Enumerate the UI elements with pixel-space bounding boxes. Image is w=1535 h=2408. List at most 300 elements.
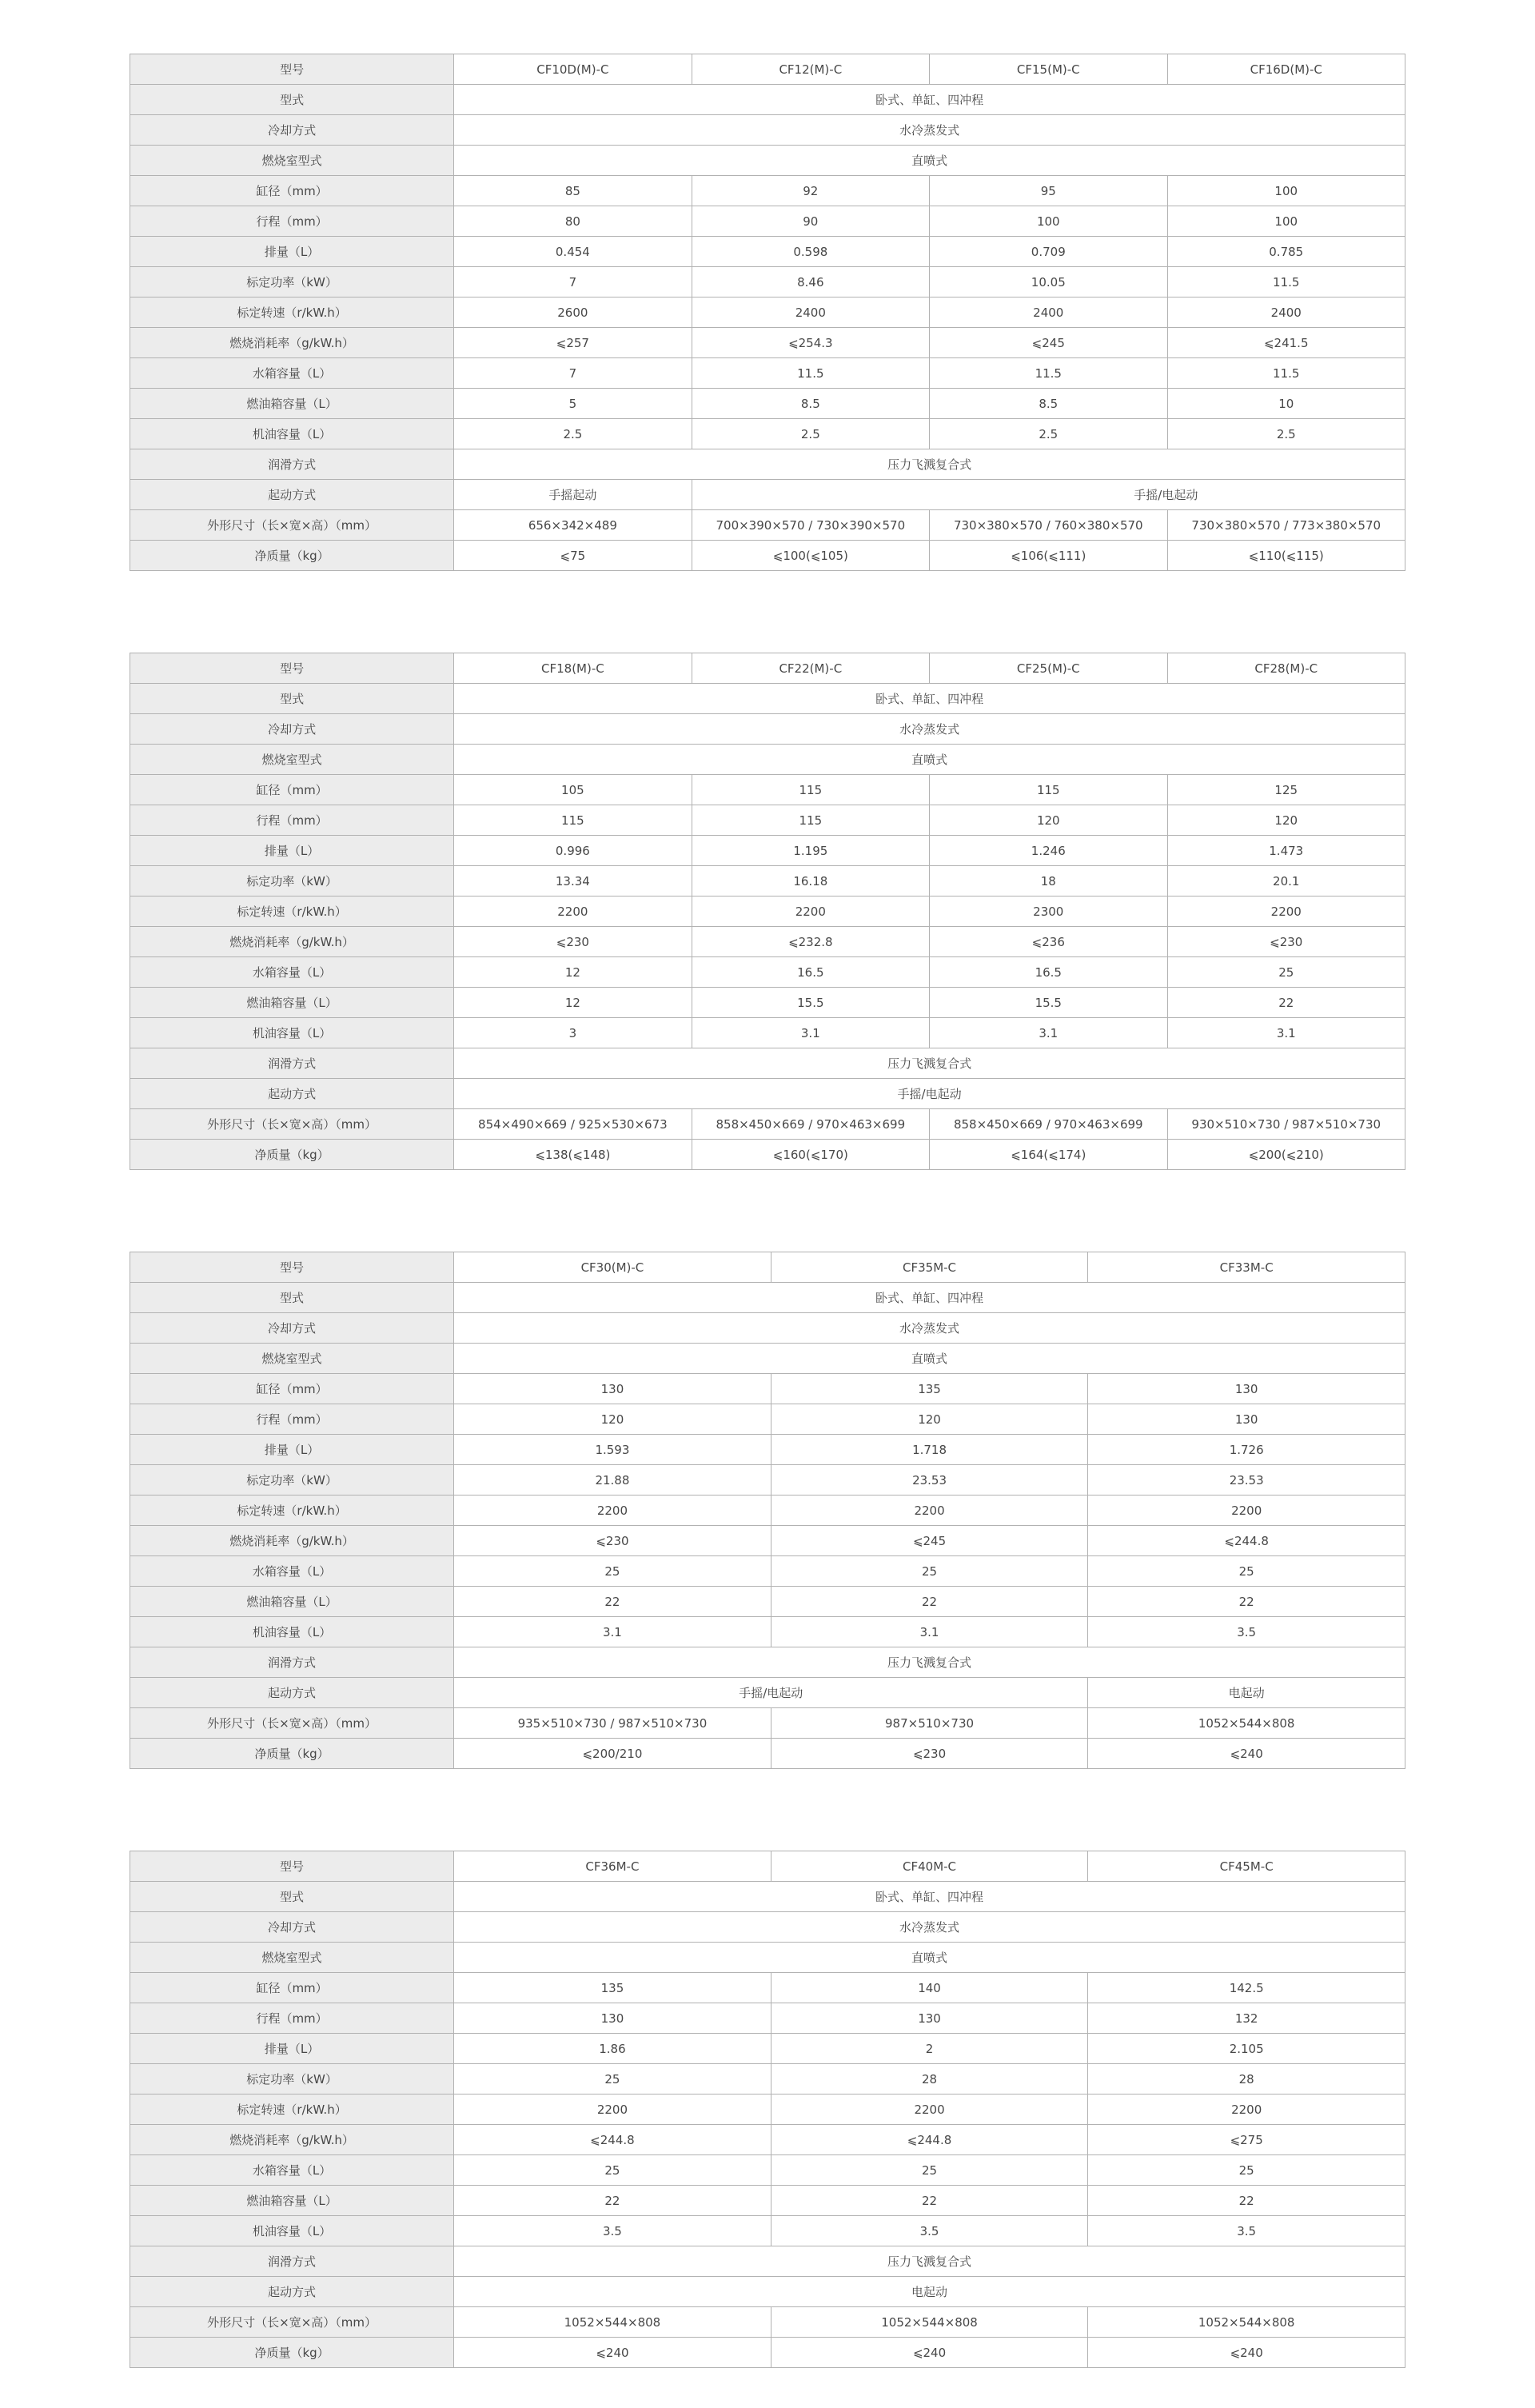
spec-value-cell: 23.53 (1088, 1465, 1405, 1496)
spec-value-cell: 7 (454, 267, 692, 298)
spec-label-cell: 燃烧消耗率（g/kW.h） (130, 927, 454, 957)
spec-row (130, 1283, 1405, 1313)
spec-label-cell: 水箱容量（L） (130, 1556, 454, 1587)
model-name-cell: CF22(M)-C (692, 653, 929, 684)
spec-label-cell: 燃烧消耗率（g/kW.h） (130, 2125, 454, 2155)
model-name-cell: CF25(M)-C (930, 653, 1167, 684)
spec-value-cell: 2300 (930, 897, 1167, 927)
spec-value-cell: 手摇起动 (454, 480, 692, 510)
spec-label-cell: 水箱容量（L） (130, 358, 454, 389)
spec-value-cell: 1.86 (454, 2034, 771, 2064)
spec-label-cell: 燃烧室型式 (130, 1344, 454, 1374)
spec-value-cell: ⩽200(⩽210) (1167, 1140, 1405, 1170)
spec-value-cell: 11.5 (1167, 267, 1405, 298)
spec-row (130, 2186, 1405, 2216)
spec-row (130, 206, 1405, 237)
spec-span-cell: 直喷式 (454, 745, 1405, 775)
spec-value-cell: 90 (692, 206, 929, 237)
spec-row (130, 988, 1405, 1018)
spec-value-cell: ⩽230 (771, 1739, 1088, 1769)
spec-value-cell: 22 (771, 1587, 1088, 1617)
spec-value-cell: 930×510×730 / 987×510×730 (1167, 1109, 1405, 1140)
spec-value-cell: 105 (454, 775, 692, 805)
spec-value-cell: 8.5 (930, 389, 1167, 419)
spec-row (130, 745, 1405, 775)
spec-value-cell: 8.5 (692, 389, 929, 419)
spec-value-cell: 3.1 (930, 1018, 1167, 1048)
spec-span-cell: 压力飞溅复合式 (454, 1647, 1405, 1678)
spec-value-cell: 25 (771, 2155, 1088, 2186)
spec-span-cell: 卧式、单缸、四冲程 (454, 684, 1405, 714)
spec-label-cell: 型式 (130, 85, 454, 115)
spec-label-cell: 外形尺寸（长×宽×高）（mm） (130, 510, 454, 541)
spec-row (130, 957, 1405, 988)
spec-value-cell: 10.05 (930, 267, 1167, 298)
spec-span-cell: 卧式、单缸、四冲程 (454, 1882, 1405, 1912)
spec-row (130, 1465, 1405, 1496)
spec-value-cell: 120 (1167, 805, 1405, 836)
spec-row (130, 1435, 1405, 1465)
spec-value-cell: 2200 (771, 1496, 1088, 1526)
spec-row (130, 805, 1405, 836)
spec-value-cell: 8.46 (692, 267, 929, 298)
spec-value-cell: 13.34 (454, 866, 692, 897)
spec-value-cell: ⩽232.8 (692, 927, 929, 957)
spec-label-cell: 燃油箱容量（L） (130, 389, 454, 419)
spec-value-cell: 电起动 (1088, 1678, 1405, 1708)
spec-span-cell: 水冷蒸发式 (454, 1313, 1405, 1344)
spec-label-cell: 冷却方式 (130, 714, 454, 745)
spec-row (130, 541, 1405, 571)
model-name-cell: CF16D(M)-C (1167, 54, 1405, 85)
spec-value-cell: 15.5 (930, 988, 1167, 1018)
spec-label-cell: 水箱容量（L） (130, 957, 454, 988)
spec-value-cell: ⩽75 (454, 541, 692, 571)
spec-value-cell: ⩽200/210 (454, 1739, 771, 1769)
spec-label-cell: 冷却方式 (130, 1912, 454, 1943)
spec-label-cell: 外形尺寸（长×宽×高）（mm） (130, 1708, 454, 1739)
spec-value-cell: 10 (1167, 389, 1405, 419)
spec-row (130, 146, 1405, 176)
spec-value-cell: 135 (454, 1973, 771, 2003)
spec-label-cell: 冷却方式 (130, 115, 454, 146)
spec-value-cell: ⩽257 (454, 328, 692, 358)
spec-value-cell: 2200 (771, 2095, 1088, 2125)
spec-value-cell: ⩽244.8 (771, 2125, 1088, 2155)
spec-value-cell: 2200 (454, 1496, 771, 1526)
spec-value-cell: ⩽230 (454, 1526, 771, 1556)
spec-label-cell: 标定转速（r/kW.h） (130, 2095, 454, 2125)
spec-label-cell: 型式 (130, 684, 454, 714)
spec-value-cell: 2200 (454, 897, 692, 927)
spec-row (130, 1587, 1405, 1617)
spec-label-cell: 标定转速（r/kW.h） (130, 1496, 454, 1526)
spec-label-cell: 标定功率（kW） (130, 267, 454, 298)
spec-value-cell: 5 (454, 389, 692, 419)
spec-value-cell: 25 (454, 2155, 771, 2186)
spec-span-cell: 水冷蒸发式 (454, 1912, 1405, 1943)
spec-row (130, 1048, 1405, 1079)
spec-row (130, 2246, 1405, 2277)
spec-row (130, 1647, 1405, 1678)
spec-value-cell: 11.5 (930, 358, 1167, 389)
spec-row (130, 298, 1405, 328)
spec-table-2 (130, 653, 1405, 1170)
model-name-cell: CF33M-C (1088, 1252, 1405, 1283)
spec-value-cell: 1.726 (1088, 1435, 1405, 1465)
spec-value-cell: 16.18 (692, 866, 929, 897)
spec-value-cell: 11.5 (1167, 358, 1405, 389)
spec-value-cell: 3.1 (454, 1617, 771, 1647)
spec-row (130, 1404, 1405, 1435)
spec-label-cell: 缸径（mm） (130, 1973, 454, 2003)
spec-value-cell: 22 (1088, 1587, 1405, 1617)
spec-value-cell: 0.785 (1167, 237, 1405, 267)
spec-value-cell: 115 (692, 805, 929, 836)
spec-span-cell: 水冷蒸发式 (454, 714, 1405, 745)
spec-value-cell: 3.1 (1167, 1018, 1405, 1048)
spec-value-cell: 2400 (930, 298, 1167, 328)
spec-row (130, 480, 1405, 510)
spec-value-cell: 130 (454, 1374, 771, 1404)
spec-label-cell: 外形尺寸（长×宽×高）（mm） (130, 1109, 454, 1140)
spec-label-cell: 行程（mm） (130, 206, 454, 237)
spec-value-cell: 140 (771, 1973, 1088, 2003)
spec-label-cell: 润滑方式 (130, 2246, 454, 2277)
model-name-cell: CF45M-C (1088, 1851, 1405, 1882)
spec-value-cell: 730×380×570 / 760×380×570 (930, 510, 1167, 541)
spec-value-cell: 20.1 (1167, 866, 1405, 897)
model-name-cell: CF12(M)-C (692, 54, 929, 85)
spec-value-cell: 12 (454, 988, 692, 1018)
spec-value-cell: 0.454 (454, 237, 692, 267)
spec-row (130, 1374, 1405, 1404)
model-name-cell: CF36M-C (454, 1851, 771, 1882)
model-name-cell: CF18(M)-C (454, 653, 692, 684)
spec-value-cell: 2200 (1088, 2095, 1405, 2125)
spec-label-cell: 起动方式 (130, 480, 454, 510)
spec-value-cell: 22 (454, 2186, 771, 2216)
spec-span-cell: 卧式、单缸、四冲程 (454, 85, 1405, 115)
spec-value-cell: 700×390×570 / 730×390×570 (692, 510, 929, 541)
spec-value-cell: 3.1 (692, 1018, 929, 1048)
spec-value-cell: 3.5 (1088, 1617, 1405, 1647)
spec-row (130, 2064, 1405, 2095)
spec-row (130, 1313, 1405, 1344)
spec-value-cell: 1.593 (454, 1435, 771, 1465)
spec-row (130, 1973, 1405, 2003)
spec-row (130, 2277, 1405, 2307)
spec-value-cell: 2200 (454, 2095, 771, 2125)
spec-label-cell: 缸径（mm） (130, 775, 454, 805)
spec-value-cell: 858×450×669 / 970×463×699 (692, 1109, 929, 1140)
spec-value-cell: 15.5 (692, 988, 929, 1018)
spec-label-cell: 型号 (130, 54, 454, 85)
spec-label-cell: 排量（L） (130, 237, 454, 267)
spec-label-cell: 行程（mm） (130, 1404, 454, 1435)
spec-value-cell: 3.1 (771, 1617, 1088, 1647)
spec-label-cell: 水箱容量（L） (130, 2155, 454, 2186)
spec-row (130, 237, 1405, 267)
spec-value-cell: 120 (771, 1404, 1088, 1435)
spec-value-cell: 25 (454, 1556, 771, 1587)
spec-value-cell: ⩽254.3 (692, 328, 929, 358)
spec-row (130, 1678, 1405, 1708)
spec-value-cell: 80 (454, 206, 692, 237)
model-name-cell: CF40M-C (771, 1851, 1088, 1882)
spec-span-cell: 手摇/电起动 (454, 1678, 1088, 1708)
spec-value-cell: 2 (771, 2034, 1088, 2064)
spec-label-cell: 燃烧消耗率（g/kW.h） (130, 328, 454, 358)
spec-value-cell: 135 (771, 1374, 1088, 1404)
spec-row (130, 836, 1405, 866)
model-row (130, 1252, 1405, 1283)
spec-value-cell: 2400 (692, 298, 929, 328)
spec-row (130, 2216, 1405, 2246)
spec-table-3 (130, 1252, 1405, 1769)
spec-label-cell: 燃烧室型式 (130, 146, 454, 176)
spec-value-cell: 2.105 (1088, 2034, 1405, 2064)
spec-value-cell: 115 (930, 775, 1167, 805)
spec-row (130, 714, 1405, 745)
spec-span-cell: 直喷式 (454, 1344, 1405, 1374)
spec-value-cell: 1.473 (1167, 836, 1405, 866)
spec-table-1 (130, 54, 1405, 571)
spec-span-cell: 水冷蒸发式 (454, 115, 1405, 146)
spec-label-cell: 燃烧室型式 (130, 1943, 454, 1973)
spec-row (130, 1496, 1405, 1526)
spec-value-cell: 12 (454, 957, 692, 988)
spec-value-cell: 0.996 (454, 836, 692, 866)
spec-label-cell: 净质量（kg） (130, 1140, 454, 1170)
spec-value-cell: 1052×544×808 (1088, 2307, 1405, 2338)
spec-value-cell: 656×342×489 (454, 510, 692, 541)
spec-value-cell: 25 (1088, 1556, 1405, 1587)
spec-span-cell: 压力飞溅复合式 (454, 2246, 1405, 2277)
spec-row (130, 1943, 1405, 1973)
spec-row (130, 2125, 1405, 2155)
spec-value-cell: 16.5 (692, 957, 929, 988)
spec-label-cell: 净质量（kg） (130, 1739, 454, 1769)
spec-value-cell: 25 (1167, 957, 1405, 988)
spec-value-cell: 130 (1088, 1404, 1405, 1435)
spec-label-cell: 型号 (130, 653, 454, 684)
spec-row (130, 2095, 1405, 2125)
spec-value-cell: ⩽100(⩽105) (692, 541, 929, 571)
spec-row (130, 358, 1405, 389)
spec-value-cell: 0.598 (692, 237, 929, 267)
spec-value-cell: 2.5 (1167, 419, 1405, 449)
spec-span-cell: 压力飞溅复合式 (454, 449, 1405, 480)
spec-value-cell: 92 (692, 176, 929, 206)
spec-row (130, 1140, 1405, 1170)
spec-label-cell: 机油容量（L） (130, 1617, 454, 1647)
spec-value-cell: 95 (930, 176, 1167, 206)
spec-label-cell: 机油容量（L） (130, 1018, 454, 1048)
spec-label-cell: 燃油箱容量（L） (130, 988, 454, 1018)
spec-value-cell: 130 (1088, 1374, 1405, 1404)
spec-span-cell: 电起动 (454, 2277, 1405, 2307)
spec-value-cell: 11.5 (692, 358, 929, 389)
spec-row (130, 176, 1405, 206)
spec-label-cell: 标定功率（kW） (130, 2064, 454, 2095)
spec-span-cell: 卧式、单缸、四冲程 (454, 1283, 1405, 1313)
spec-value-cell: 2.5 (454, 419, 692, 449)
spec-value-cell: 3.5 (771, 2216, 1088, 2246)
spec-value-cell: 935×510×730 / 987×510×730 (454, 1708, 771, 1739)
spec-span-cell: 手摇/电起动 (692, 480, 1405, 510)
spec-value-cell: 25 (1088, 2155, 1405, 2186)
spec-value-cell: ⩽236 (930, 927, 1167, 957)
spec-row (130, 1526, 1405, 1556)
spec-value-cell: 120 (930, 805, 1167, 836)
model-name-cell: CF28(M)-C (1167, 653, 1405, 684)
model-name-cell: CF10D(M)-C (454, 54, 692, 85)
spec-row (130, 1079, 1405, 1109)
spec-row (130, 2003, 1405, 2034)
model-name-cell: CF30(M)-C (454, 1252, 771, 1283)
spec-value-cell: ⩽240 (1088, 2338, 1405, 2368)
spec-value-cell: ⩽245 (930, 328, 1167, 358)
spec-label-cell: 净质量（kg） (130, 2338, 454, 2368)
spec-row (130, 115, 1405, 146)
spec-value-cell: 2.5 (930, 419, 1167, 449)
spec-value-cell: ⩽164(⩽174) (930, 1140, 1167, 1170)
spec-value-cell: 2.5 (692, 419, 929, 449)
spec-value-cell: 3 (454, 1018, 692, 1048)
spec-value-cell: 100 (930, 206, 1167, 237)
spec-row (130, 927, 1405, 957)
spec-row (130, 1617, 1405, 1647)
spec-row (130, 775, 1405, 805)
spec-value-cell: 2600 (454, 298, 692, 328)
spec-row (130, 1109, 1405, 1140)
spec-span-cell: 直喷式 (454, 146, 1405, 176)
spec-label-cell: 外形尺寸（长×宽×高）（mm） (130, 2307, 454, 2338)
spec-label-cell: 燃油箱容量（L） (130, 2186, 454, 2216)
spec-row (130, 1556, 1405, 1587)
spec-row (130, 267, 1405, 298)
spec-value-cell: ⩽230 (454, 927, 692, 957)
spec-value-cell: 115 (454, 805, 692, 836)
spec-value-cell: 2200 (1167, 897, 1405, 927)
model-row (130, 54, 1405, 85)
spec-value-cell: 142.5 (1088, 1973, 1405, 2003)
spec-label-cell: 净质量（kg） (130, 541, 454, 571)
spec-value-cell: 1.195 (692, 836, 929, 866)
spec-row (130, 1344, 1405, 1374)
spec-value-cell: 21.88 (454, 1465, 771, 1496)
spec-row (130, 1912, 1405, 1943)
spec-value-cell: 100 (1167, 176, 1405, 206)
spec-value-cell: ⩽110(⩽115) (1167, 541, 1405, 571)
spec-value-cell: ⩽241.5 (1167, 328, 1405, 358)
spec-label-cell: 型式 (130, 1283, 454, 1313)
spec-value-cell: 987×510×730 (771, 1708, 1088, 1739)
spec-value-cell: 858×450×669 / 970×463×699 (930, 1109, 1167, 1140)
spec-row (130, 510, 1405, 541)
spec-value-cell: ⩽244.8 (1088, 1526, 1405, 1556)
spec-value-cell: ⩽138(⩽148) (454, 1140, 692, 1170)
spec-row (130, 866, 1405, 897)
spec-value-cell: 100 (1167, 206, 1405, 237)
spec-label-cell: 排量（L） (130, 836, 454, 866)
spec-row (130, 684, 1405, 714)
spec-label-cell: 排量（L） (130, 2034, 454, 2064)
spec-label-cell: 型号 (130, 1851, 454, 1882)
spec-row (130, 328, 1405, 358)
spec-value-cell: 2400 (1167, 298, 1405, 328)
spec-label-cell: 缸径（mm） (130, 176, 454, 206)
model-name-cell: CF15(M)-C (930, 54, 1167, 85)
spec-value-cell: 2200 (1088, 1496, 1405, 1526)
spec-table-4 (130, 1851, 1405, 2368)
spec-span-cell: 压力飞溅复合式 (454, 1048, 1405, 1079)
spec-value-cell: 125 (1167, 775, 1405, 805)
spec-value-cell: 1.246 (930, 836, 1167, 866)
spec-row (130, 2338, 1405, 2368)
spec-label-cell: 排量（L） (130, 1435, 454, 1465)
spec-row (130, 1708, 1405, 1739)
spec-value-cell: ⩽160(⩽170) (692, 1140, 929, 1170)
spec-row (130, 1739, 1405, 1769)
spec-label-cell: 标定功率（kW） (130, 866, 454, 897)
spec-value-cell: 130 (771, 2003, 1088, 2034)
spec-value-cell: ⩽240 (1088, 1739, 1405, 1769)
spec-label-cell: 起动方式 (130, 2277, 454, 2307)
spec-value-cell: 25 (454, 2064, 771, 2095)
model-row (130, 1851, 1405, 1882)
spec-label-cell: 机油容量（L） (130, 419, 454, 449)
model-name-cell: CF35M-C (771, 1252, 1088, 1283)
spec-span-cell: 直喷式 (454, 1943, 1405, 1973)
spec-value-cell: ⩽106(⩽111) (930, 541, 1167, 571)
spec-label-cell: 燃油箱容量（L） (130, 1587, 454, 1617)
spec-value-cell: 1052×544×808 (1088, 1708, 1405, 1739)
spec-label-cell: 润滑方式 (130, 1048, 454, 1079)
spec-row (130, 389, 1405, 419)
spec-row (130, 85, 1405, 115)
spec-value-cell: 1052×544×808 (771, 2307, 1088, 2338)
spec-label-cell: 标定功率（kW） (130, 1465, 454, 1496)
spec-value-cell: 22 (1167, 988, 1405, 1018)
spec-label-cell: 冷却方式 (130, 1313, 454, 1344)
spec-value-cell: 2200 (692, 897, 929, 927)
spec-row (130, 897, 1405, 927)
spec-value-cell: ⩽275 (1088, 2125, 1405, 2155)
spec-value-cell: 18 (930, 866, 1167, 897)
spec-value-cell: 22 (771, 2186, 1088, 2216)
spec-value-cell: 85 (454, 176, 692, 206)
spec-row (130, 2307, 1405, 2338)
spec-value-cell: 120 (454, 1404, 771, 1435)
spec-label-cell: 起动方式 (130, 1079, 454, 1109)
spec-label-cell: 起动方式 (130, 1678, 454, 1708)
spec-value-cell: ⩽240 (771, 2338, 1088, 2368)
spec-label-cell: 标定转速（r/kW.h） (130, 897, 454, 927)
spec-label-cell: 润滑方式 (130, 1647, 454, 1678)
spec-row (130, 2034, 1405, 2064)
spec-value-cell: 3.5 (1088, 2216, 1405, 2246)
spec-label-cell: 燃烧室型式 (130, 745, 454, 775)
spec-value-cell: 16.5 (930, 957, 1167, 988)
spec-label-cell: 缸径（mm） (130, 1374, 454, 1404)
spec-value-cell: 25 (771, 1556, 1088, 1587)
spec-value-cell: 22 (454, 1587, 771, 1617)
spec-value-cell: ⩽240 (454, 2338, 771, 2368)
spec-value-cell: 130 (454, 2003, 771, 2034)
spec-label-cell: 机油容量（L） (130, 2216, 454, 2246)
